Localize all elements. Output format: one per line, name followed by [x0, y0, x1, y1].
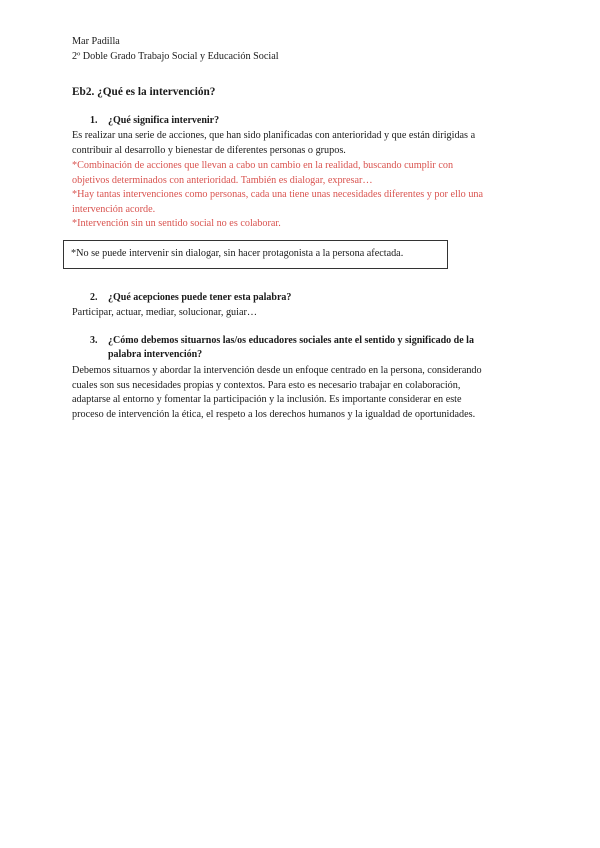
section-1-answer-line: Es realizar una serie de acciones, que han sido planificadas con anterioridad y que están dirigidas a	[72, 130, 476, 141]
section-3-answer-line: cuales son sus necesidades propias y contextos. Para esto es necesario trabajar en colaboración,	[72, 379, 461, 391]
section-1-title: ¿Qué significa intervenir?	[108, 115, 220, 126]
section-2-number: 2.	[90, 292, 98, 303]
section-1-notes	[72, 159, 528, 232]
note-line: intervención acorde.	[72, 203, 156, 215]
section-3-heading	[90, 334, 530, 362]
section-2-title: ¿Qué acepciones puede tener esta palabra?	[108, 292, 292, 303]
section-3-number: 3.	[90, 335, 98, 346]
section-1-answer-line: contribuir al desarrollo y bienestar de diferentes personas o grupos.	[72, 144, 346, 156]
note-line: *Hay tantas intervenciones como personas, cada una tiene unas necesidades diferentes y por ello una	[72, 189, 484, 201]
note-line: *Intervención sin un sentido social no es colaborar.	[72, 218, 281, 230]
course-name: 2º Doble Grado Trabajo Social y Educación Social	[72, 51, 279, 62]
section-2-answer: Participar, actuar, mediar, solucionar, guiar…	[72, 307, 258, 318]
page-title: Eb2. ¿Qué es la intervención?	[72, 86, 216, 98]
section-3-answer-line: Debemos situarnos y abordar la intervención desde un enfoque centrado en la persona, considerando	[72, 365, 482, 376]
note-line: objetivos determinados con anterioridad. También es dialogar, expresar…	[72, 174, 373, 186]
section-3-answer-line: proceso de intervención la ética, el respeto a los derechos humanos y la igualdad de oportunidades.	[72, 408, 476, 420]
note-line: *Combinación de acciones que llevan a cabo un cambio en la realidad, buscando cumplir con	[72, 160, 454, 171]
section-3-answer-line: adaptarse al entorno y fomentar la participación y la inclusión. Es importante considerar en este	[72, 394, 462, 406]
section-1-answer	[72, 129, 528, 158]
section-3-answer	[72, 364, 528, 422]
section-1-number: 1.	[90, 115, 98, 126]
section-1-heading	[72, 114, 528, 128]
author-name: Mar Padilla	[72, 36, 120, 47]
section-2-heading	[72, 291, 528, 305]
section-3-title-line: ¿Cómo debemos situarnos las/os educadores sociales ante el sentido y significado de la	[108, 335, 474, 346]
boxed-note: *No se puede intervenir sin dialogar, sin hacer protagonista a la persona afectada.	[63, 240, 448, 269]
section-3-title-line: palabra intervención?	[108, 349, 203, 360]
